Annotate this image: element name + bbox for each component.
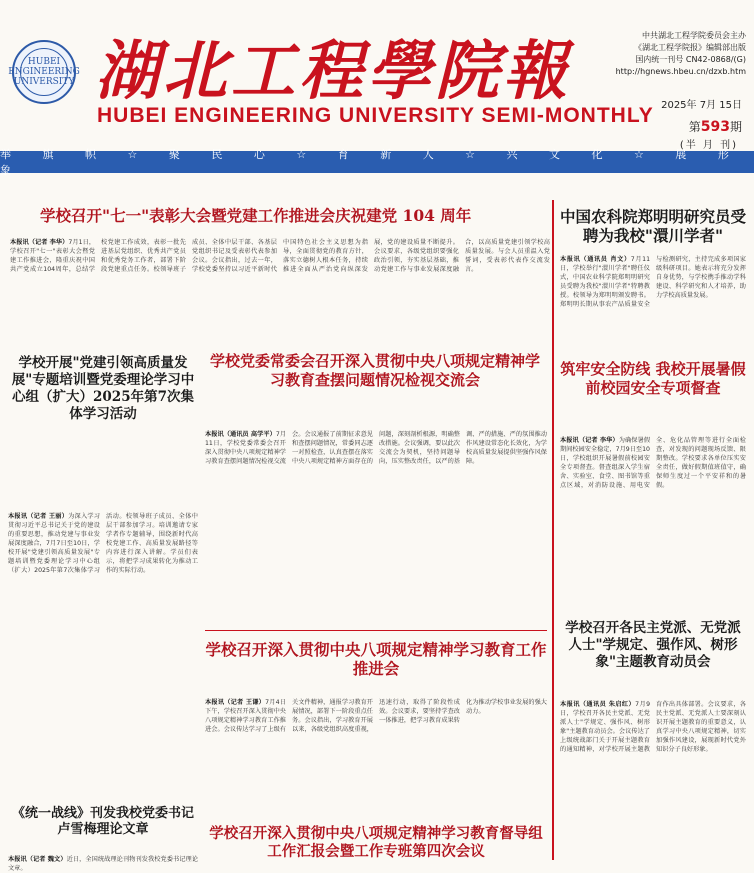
article-united-front-body	[8, 855, 199, 872]
edition-info	[596, 30, 746, 78]
headline-democratic-parties[interactable]: 学校召开各民主党派、无党派人士"学规定、强作风、树形象"主题教育动员会	[565, 620, 741, 670]
article-training-body	[8, 512, 198, 792]
body-text: 为深入学习贯彻习近平总书记关于党的建设的重要思想，推动党建与事业发展深度融合，7月7日至10日，学校开展"党建引领高质量发展"专题培训暨党委理论学习中心组（扩大）2025年第7次集体学习活动。校领导班子成员、全体中层干部参加学习。培训邀请专家学者作专题辅导，围绕新时代高校党建工作、高质量发展路径等内容进行深入讲解。学员们表示，将把学习成果转化为推动工作的实际行动。	[8, 513, 198, 574]
byline: 本报讯（通讯员 朱启红）	[560, 701, 636, 708]
body-text: 7月4日下午，学校召开深入贯彻中央八项规定精神学习教育工作推进会。会议传达学习了上级有关文件精神，通报学习教育开展情况，部署下一阶段重点任务。会议指出，学习教育开展以来，各级党组织高度重视，迅速行动，取得了阶段性成效。会议要求，要坚持学查改一体推进，把学习教育成果转化为推动学校事业发展的强大动力。	[205, 699, 547, 733]
headline-scholar-appointment[interactable]: 中国农科院郑明明研究员受聘为我校"澴川学者"	[560, 207, 747, 246]
article-safety-body	[560, 436, 746, 611]
byline: 本报讯（通讯员 高学平）	[205, 431, 276, 438]
body-text: 7月11日，学校党委常委会召开深入贯彻中央八项规定精神学习教育查摆问题情况检视交流会。会议通报了前期征求意见和查摆问题情况，常委同志逐一对照检查，认真查摆在落实中央八项规定精神方面存在的问题，深刻剖析根源，明确整改措施。会议强调，要以此次交流会为契机，坚持问题导向，压实整改责任，以严的基调、严的措施、严的氛围推动作风建设常态化长效化，为学校高质量发展提供坚强作风保障。	[205, 431, 547, 465]
logo-text: HUBEI ENGINEERING UNIVERSITY	[8, 57, 80, 87]
logo-emblem	[8, 48, 80, 96]
byline: 本报讯（记者 王谦）	[205, 699, 266, 706]
byline: 本报讯（通讯员 肖文）	[560, 256, 631, 263]
newspaper-title: 湖北工程學院報	[95, 34, 571, 109]
column-divider	[552, 200, 554, 860]
newspaper-subtitle: HUBEI ENGINEERING UNIVERSITY SEMI-MONTHLY	[97, 104, 654, 127]
byline: 本报讯（记者 李华）	[560, 437, 619, 444]
issue-number	[689, 118, 742, 135]
headline-supervision-meeting[interactable]: 学校召开深入贯彻中央八项规定精神学习教育督导组工作汇报会暨工作专班第四次会议	[209, 825, 543, 861]
slogan-bar: 举 旗 帜 ☆ 聚 民 心 ☆ 育 新 人 ☆ 兴 文 化 ☆ 展 形 象	[0, 151, 754, 173]
editorial-office: 《湖北工程学院报》编辑部出版	[634, 43, 746, 52]
byline: 本报讯（记者 李华）	[10, 239, 69, 246]
article-promotion-body	[205, 698, 547, 818]
issue-prefix: 第	[688, 120, 701, 134]
body-text: 7月9日，学校召开各民主党派、无党派人士"学规定、强作风、树形象"主题教育动员会。会议传达了上级统战部门关于开展主题教育的通知精神，对学校开展主题教育作出具体部署。会议要求，各民主党派、无党派人士要深刻认识开展主题教育的重要意义，认真学习中央八项规定精神，切实加强作风建设，展现新时代党外知识分子良好形象。	[560, 701, 746, 753]
body-text: 7月1日，学校召开"七一"表彰大会暨党建工作推进会，隆重庆祝中国共产党成立104周年，总结学校党建工作成效，表彰一批先进基层党组织、优秀共产党员和优秀党务工作者，部署下阶段党建重点任务。校领导班子成员、全体中层干部、各基层党组织书记及受表彰代表参加会议。会议指出，过去一年，学校党委坚持以习近平新时代中国特色社会主义思想为指导，全面贯彻党的教育方针，落实立德树人根本任务，持续推进全面从严治党向纵深发展，党的建设质量不断提升。会议要求，各级党组织要强化政治引领，夯实基层基础，推动党建工作与事业发展深度融合，以高质量党建引领学校高质量发展。与会人员重温入党誓词，受表彰代表作交流发言。	[10, 239, 550, 273]
article-party-anniversary-body	[10, 238, 550, 346]
headline-standing-committee[interactable]: 学校党委常委会召开深入贯彻中央八项规定精神学习教育查摆问题情况检视交流会	[209, 352, 540, 389]
headline-rules-promotion[interactable]: 学校召开深入贯彻中央八项规定精神学习教育工作推进会	[205, 640, 547, 679]
section-divider	[205, 630, 547, 631]
issue-suffix: 期	[729, 120, 742, 134]
website-link[interactable]: http://hgnews.hbeu.cn/dzxb.htm	[615, 67, 746, 76]
article-committee-body	[205, 430, 547, 620]
byline: 本报讯（记者 魏文）	[8, 856, 67, 863]
body-text: 为确保暑假期间校园安全稳定，7月9日至10日，学校组织开展暑假前校园安全专项督查。督查组深入学生宿舍、实验室、食堂、图书馆等重点区域，对消防设施、用电安全、危化品管理等进行全面检查，对发现的问题现场反馈、限期整改。学校要求各单位压实安全责任，做好假期值班值守，确保师生度过一个平安祥和的暑假。	[560, 437, 746, 489]
article-parties-body	[560, 700, 746, 865]
article-scholar-body	[560, 255, 746, 335]
headline-party-training[interactable]: 学校开展"党建引领高质量发展"专题培训暨党委理论学习中心组（扩大）2025年第7次集体学习活动	[11, 355, 195, 422]
byline: 本报讯（记者 王丽）	[8, 513, 69, 520]
issue-num: 593	[700, 119, 730, 135]
headline-campus-safety[interactable]: 筑牢安全防线 我校开展暑假前校园安全专项督查	[560, 360, 746, 397]
body-text: 7月11日，学校举行"澴川学者"聘任仪式，中国农业科学院郑明明研究员受聘为我校"澴川学者"特聘教授。校领导为郑明明颁发聘书。郑明明长期从事农产品质量安全与检测研究，主持完成多项国家级科研项目。她表示将充分发挥自身优势，与学校携手推动学科建设、科学研究和人才培养，助力学校高质量发展。	[560, 256, 746, 308]
headline-united-front[interactable]: 《统一战线》刊发我校党委书记卢雪梅理论文章	[11, 806, 194, 838]
serial-number: 国内统一刊号 CN42-0868/(G)	[635, 55, 746, 64]
publisher: 中共湖北工程学院委员会主办	[642, 31, 746, 40]
headline-party-anniversary[interactable]: 学校召开"七一"表彰大会暨党建工作推进会庆祝建党 104 周年	[40, 206, 472, 225]
frequency: (半 月 刊)	[679, 140, 738, 151]
university-logo	[8, 40, 80, 104]
publication-date: 2025年 7月 15日	[661, 100, 742, 111]
body-text: 近日，全国统战理论刊物刊发我校党委书记理论文章。	[8, 856, 199, 872]
